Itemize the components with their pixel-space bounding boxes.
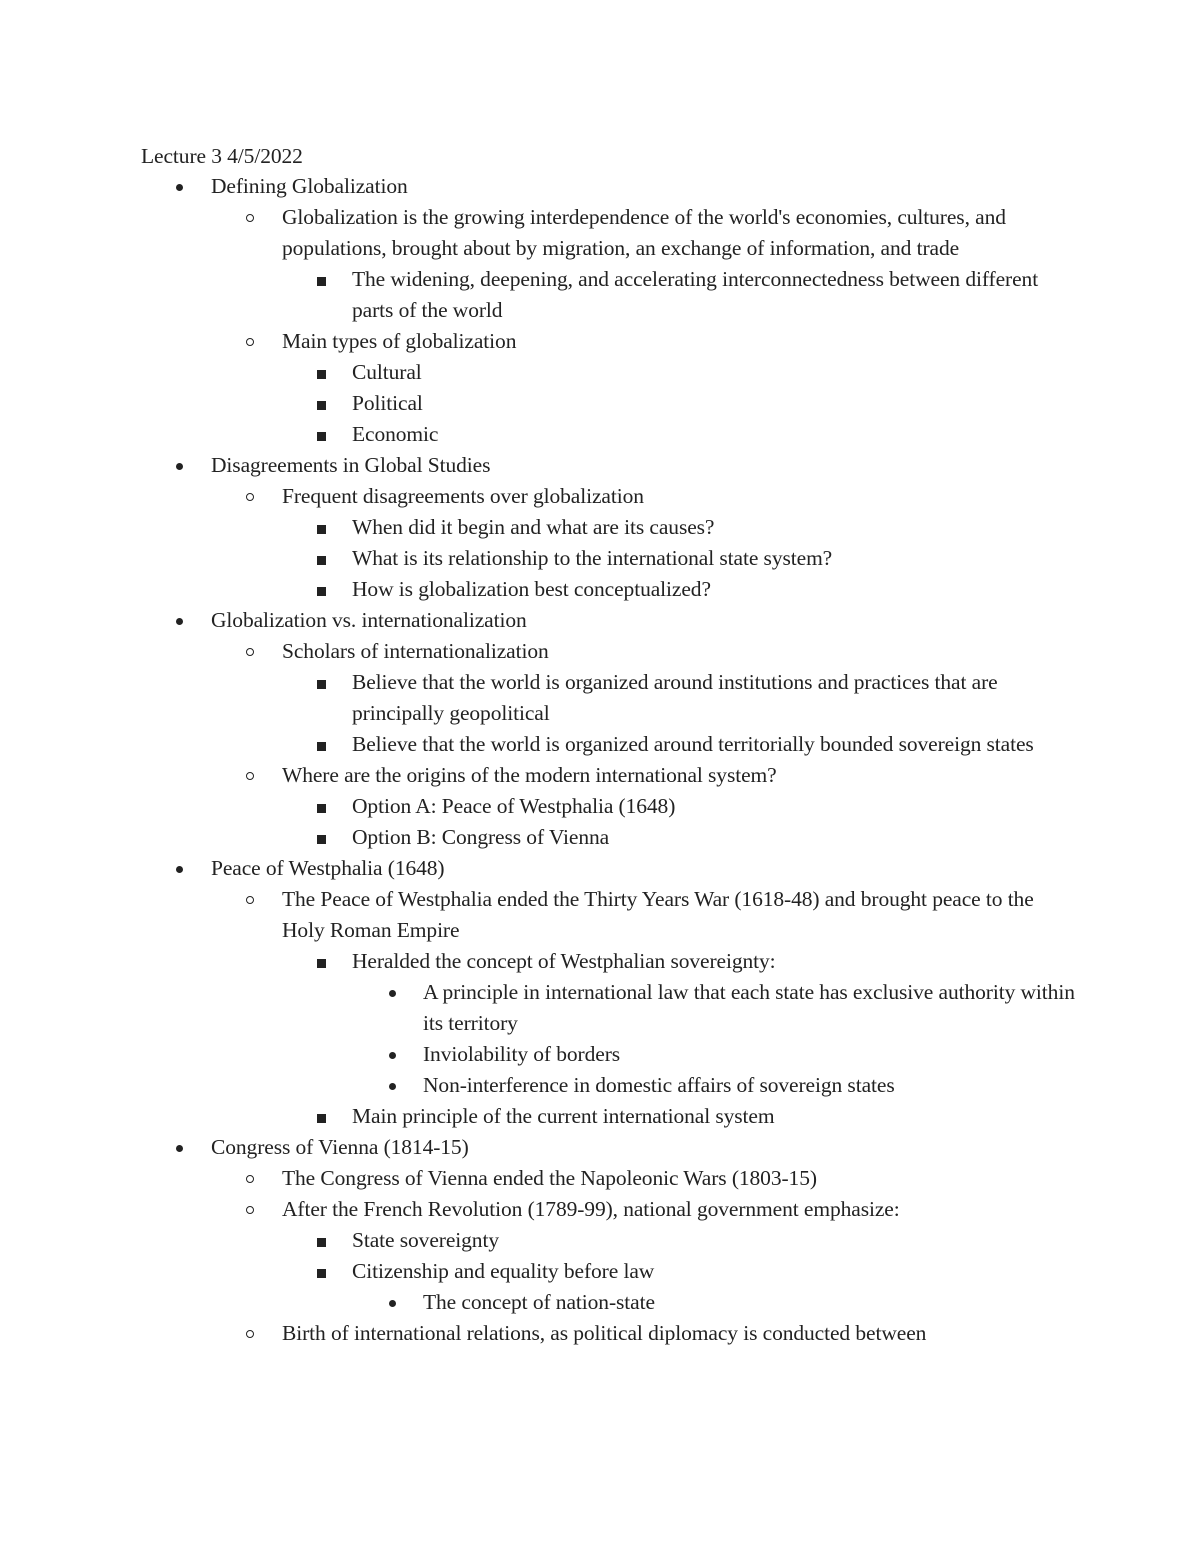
list-item-level-2 bbox=[141, 326, 1081, 357]
list-item-text: When did it begin and what are its causes? bbox=[352, 515, 715, 539]
list-item-text: Believe that the world is organized around institutions and practices that are principally geopolitical bbox=[352, 670, 998, 725]
list-item-level-3 bbox=[141, 667, 1081, 729]
list-item-level-1 bbox=[141, 1132, 1081, 1163]
list-item-text: Peace of Westphalia (1648) bbox=[211, 856, 445, 880]
hollow-circle-bullet-icon bbox=[243, 481, 263, 512]
list-item-level-3 bbox=[141, 729, 1081, 760]
filled-circle-bullet-icon bbox=[172, 450, 192, 481]
filled-circle-bullet-icon bbox=[385, 1039, 405, 1070]
list-item-text: Where are the origins of the modern international system? bbox=[282, 763, 777, 787]
hollow-circle-bullet-icon bbox=[243, 326, 263, 357]
hollow-circle-bullet-icon bbox=[243, 760, 263, 791]
filled-circle-bullet-icon bbox=[385, 1287, 405, 1318]
list-item-text: How is globalization best conceptualized? bbox=[352, 577, 711, 601]
list-item-text: After the French Revolution (1789-99), national government emphasize: bbox=[282, 1197, 900, 1221]
square-bullet-icon bbox=[314, 667, 334, 698]
list-item-level-2 bbox=[141, 1318, 1081, 1349]
square-bullet-icon bbox=[314, 264, 334, 295]
list-item-level-2 bbox=[141, 636, 1081, 667]
filled-circle-bullet-icon bbox=[385, 977, 405, 1008]
list-item-level-3 bbox=[141, 419, 1081, 450]
list-item-text: Congress of Vienna (1814-15) bbox=[211, 1135, 469, 1159]
square-bullet-icon bbox=[314, 1225, 334, 1256]
list-item-text: Believe that the world is organized around territorially bounded sovereign states bbox=[352, 732, 1034, 756]
list-item-level-3 bbox=[141, 543, 1081, 574]
hollow-circle-bullet-icon bbox=[243, 1318, 263, 1349]
list-item-level-3 bbox=[141, 1101, 1081, 1132]
outline-list bbox=[141, 171, 1081, 1349]
filled-circle-bullet-icon bbox=[172, 853, 192, 884]
list-item-text: A principle in international law that each state has exclusive authority within its territory bbox=[423, 980, 1075, 1035]
list-item-text: Option B: Congress of Vienna bbox=[352, 825, 610, 849]
list-item-level-3 bbox=[141, 574, 1081, 605]
list-item-level-1 bbox=[141, 171, 1081, 202]
list-item-level-3 bbox=[141, 1225, 1081, 1256]
list-item-level-3 bbox=[141, 1256, 1081, 1287]
list-item-text: Globalization is the growing interdependence of the world's economies, cultures, and populations, brought about by migration, an exchange of information, and trade bbox=[282, 205, 1006, 260]
square-bullet-icon bbox=[314, 419, 334, 450]
list-item-text: The widening, deepening, and accelerating interconnectedness between different parts of the world bbox=[352, 267, 1039, 322]
list-item-level-4 bbox=[141, 1039, 1081, 1070]
list-item-text: Citizenship and equality before law bbox=[352, 1259, 655, 1283]
square-bullet-icon bbox=[314, 1256, 334, 1287]
square-bullet-icon bbox=[314, 357, 334, 388]
square-bullet-icon bbox=[314, 388, 334, 419]
list-item-level-2 bbox=[141, 760, 1081, 791]
list-item-level-3 bbox=[141, 512, 1081, 543]
list-item-level-3 bbox=[141, 264, 1081, 326]
list-item-level-2 bbox=[141, 1194, 1081, 1225]
filled-circle-bullet-icon bbox=[172, 1132, 192, 1163]
list-item-level-3 bbox=[141, 388, 1081, 419]
list-item-text: Non-interference in domestic affairs of sovereign states bbox=[423, 1073, 895, 1097]
list-item-level-2 bbox=[141, 884, 1081, 946]
hollow-circle-bullet-icon bbox=[243, 1163, 263, 1194]
document-body bbox=[141, 140, 1081, 1349]
list-item-text: Cultural bbox=[352, 360, 422, 384]
list-item-level-2 bbox=[141, 1163, 1081, 1194]
list-item-text: State sovereignty bbox=[352, 1228, 499, 1252]
list-item-level-1 bbox=[141, 853, 1081, 884]
list-item-text: Scholars of internationalization bbox=[282, 639, 549, 663]
list-item-text: The Peace of Westphalia ended the Thirty Years War (1618-48) and brought peace to the Holy Roman Empire bbox=[282, 887, 1034, 942]
list-item-level-1 bbox=[141, 450, 1081, 481]
list-item-level-2 bbox=[141, 481, 1081, 512]
square-bullet-icon bbox=[314, 946, 334, 977]
square-bullet-icon bbox=[314, 574, 334, 605]
square-bullet-icon bbox=[314, 822, 334, 853]
square-bullet-icon bbox=[314, 1101, 334, 1132]
list-item-text: The Congress of Vienna ended the Napoleonic Wars (1803-15) bbox=[282, 1166, 817, 1190]
filled-circle-bullet-icon bbox=[172, 605, 192, 636]
square-bullet-icon bbox=[314, 729, 334, 760]
list-item-level-2 bbox=[141, 202, 1081, 264]
filled-circle-bullet-icon bbox=[385, 1070, 405, 1101]
list-item-level-4 bbox=[141, 977, 1081, 1039]
list-item-text: Option A: Peace of Westphalia (1648) bbox=[352, 794, 676, 818]
list-item-text: What is its relationship to the international state system? bbox=[352, 546, 833, 570]
list-item-text: The concept of nation-state bbox=[423, 1290, 655, 1314]
square-bullet-icon bbox=[314, 512, 334, 543]
list-item-level-3 bbox=[141, 791, 1081, 822]
page-title: Lecture 3 4/5/2022 bbox=[141, 144, 303, 168]
list-item-text: Globalization vs. internationalization bbox=[211, 608, 527, 632]
list-item-level-3 bbox=[141, 946, 1081, 977]
list-item-text: Economic bbox=[352, 422, 439, 446]
list-item-text: Main types of globalization bbox=[282, 329, 517, 353]
list-item-text: Heralded the concept of Westphalian sovereignty: bbox=[352, 949, 776, 973]
hollow-circle-bullet-icon bbox=[243, 884, 263, 915]
list-item-text: Disagreements in Global Studies bbox=[211, 453, 491, 477]
filled-circle-bullet-icon bbox=[172, 171, 192, 202]
list-item-level-4 bbox=[141, 1287, 1081, 1318]
list-item-text: Political bbox=[352, 391, 423, 415]
square-bullet-icon bbox=[314, 543, 334, 574]
list-item-level-1 bbox=[141, 605, 1081, 636]
hollow-circle-bullet-icon bbox=[243, 636, 263, 667]
list-item-text: Inviolability of borders bbox=[423, 1042, 621, 1066]
list-item-text: Main principle of the current international system bbox=[352, 1104, 775, 1128]
list-item-text: Frequent disagreements over globalization bbox=[282, 484, 644, 508]
list-item-level-4 bbox=[141, 1070, 1081, 1101]
list-item-text: Defining Globalization bbox=[211, 174, 408, 198]
list-item-level-3 bbox=[141, 357, 1081, 388]
list-item-level-3 bbox=[141, 822, 1081, 853]
hollow-circle-bullet-icon bbox=[243, 202, 263, 233]
hollow-circle-bullet-icon bbox=[243, 1194, 263, 1225]
list-item-text: Birth of international relations, as political diplomacy is conducted between bbox=[282, 1321, 927, 1345]
square-bullet-icon bbox=[314, 791, 334, 822]
